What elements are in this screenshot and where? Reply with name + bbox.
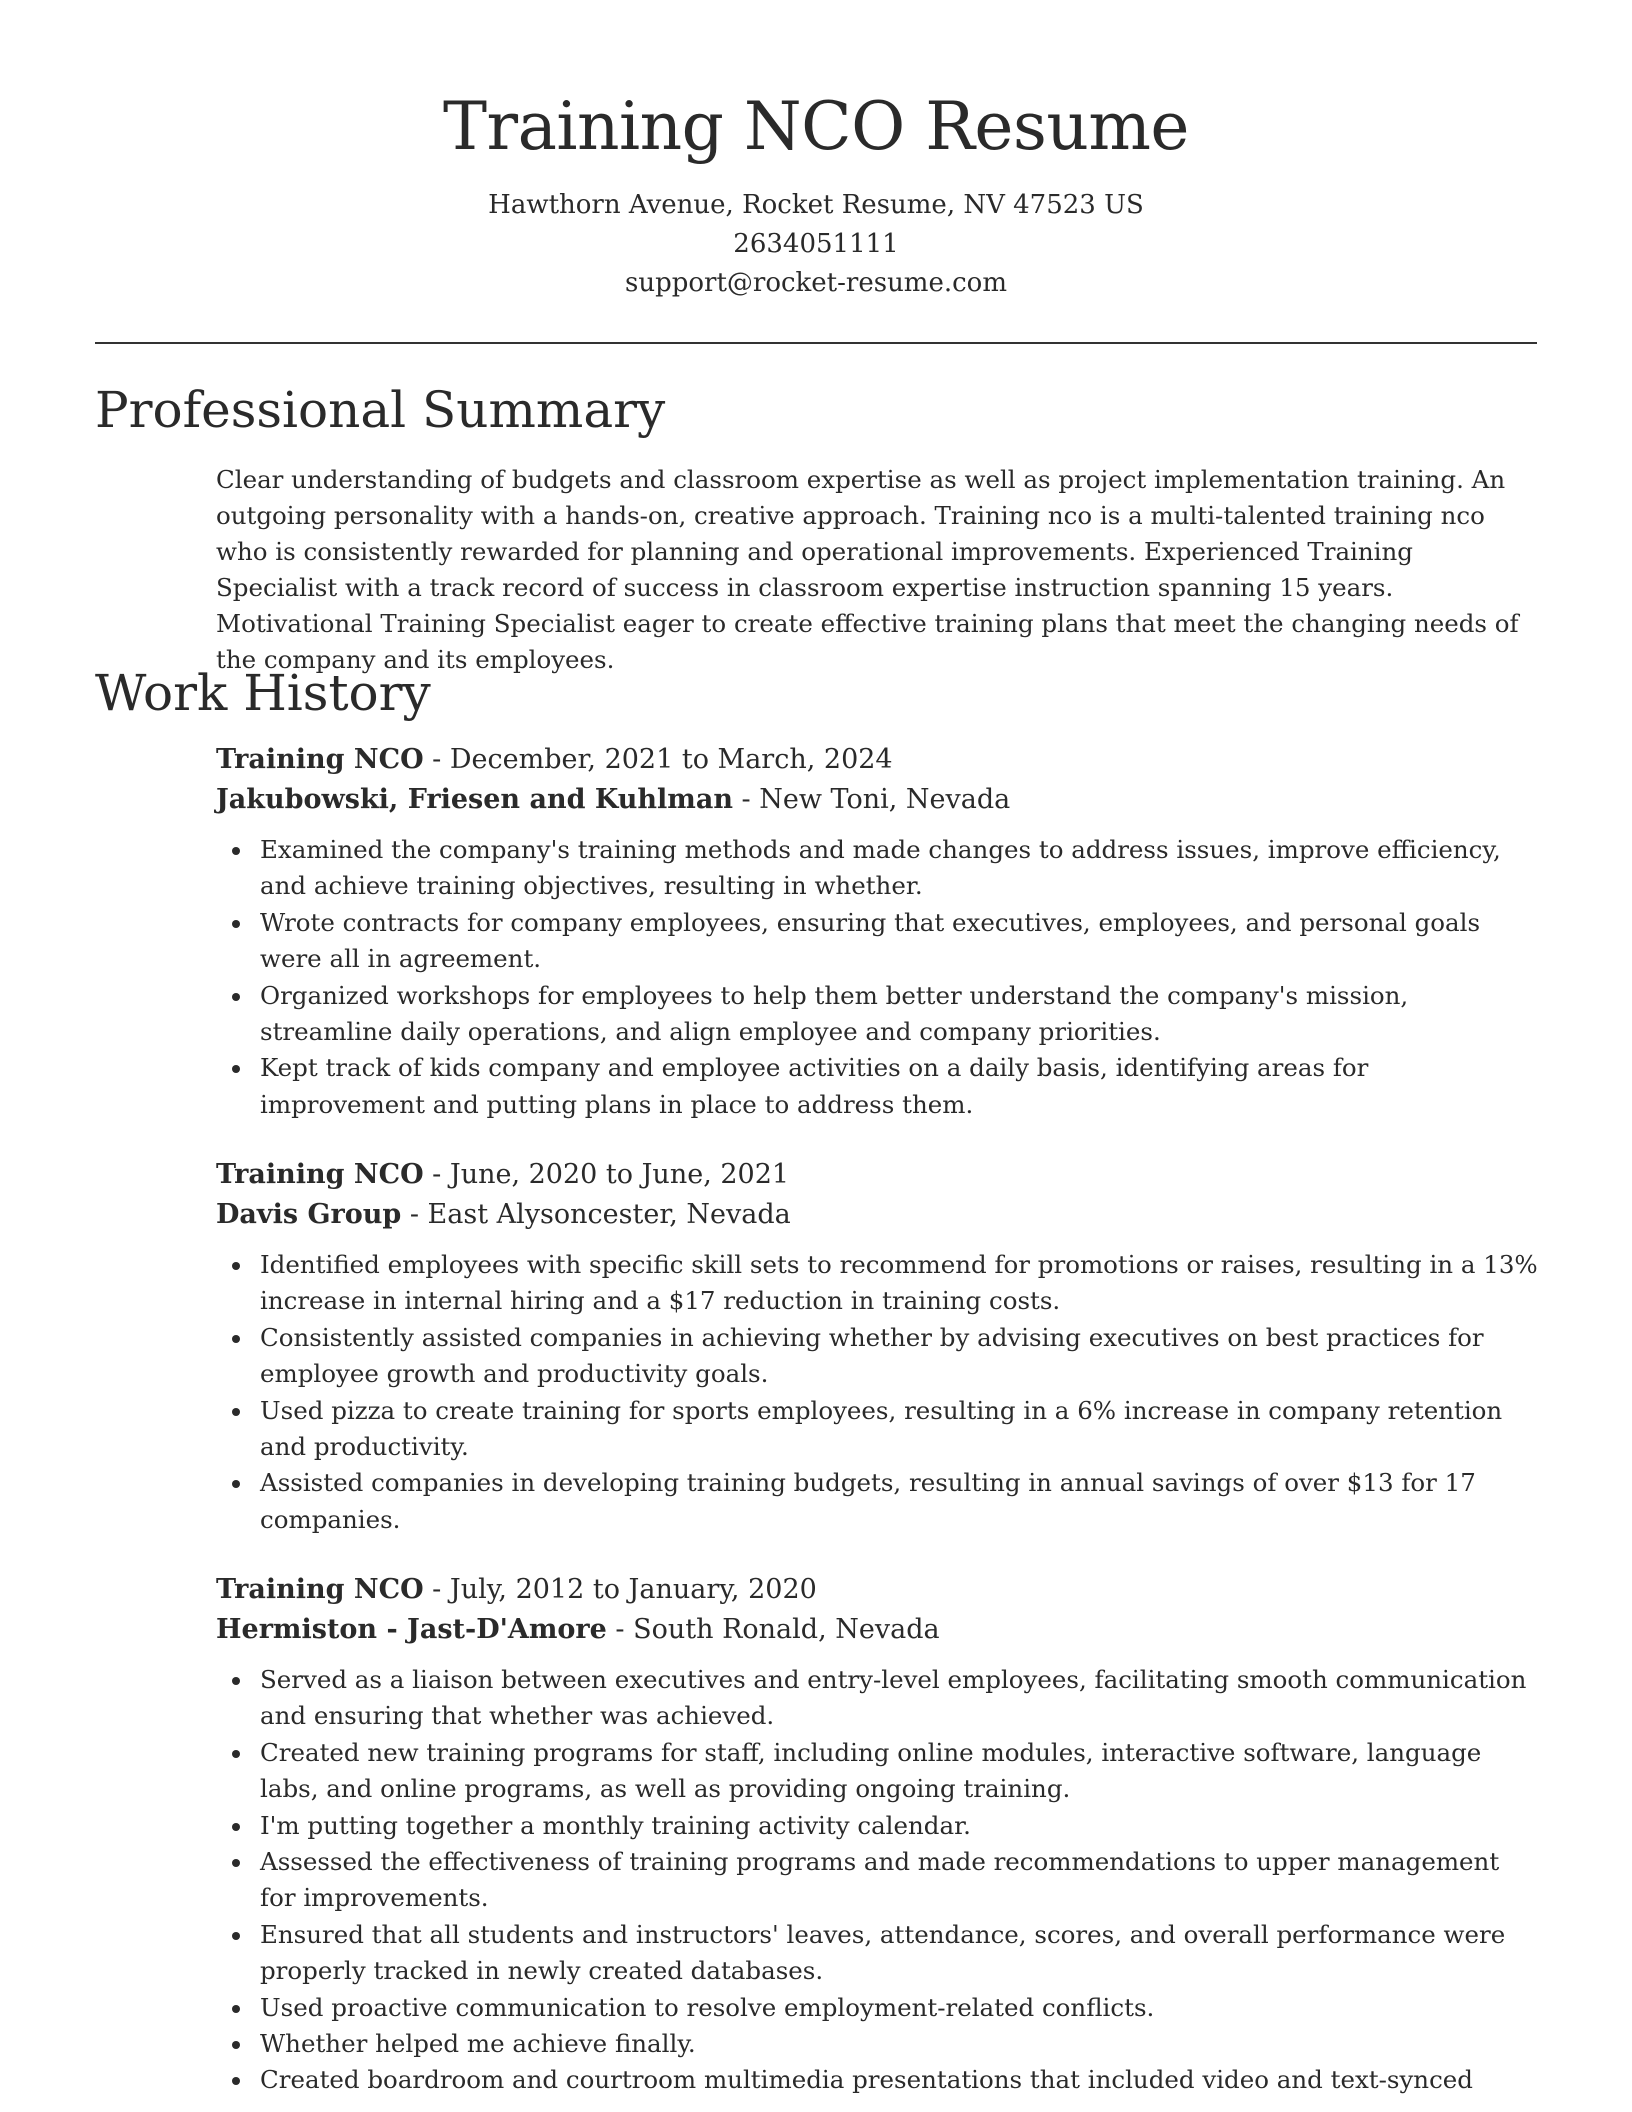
summary-text: Clear understanding of budgets and classroom expertise as well as project implementation training. An outgoing personality with a hands-on, creative approach. Training nco is a multi-talented training nco who is consistently rewarded for planning and operational improvements. Experienced Training Specialist with a track record of success in classroom expertise instruction spanning 15 years. Motivational Training Specialist eager to create effective training plans that meet the changing needs of the company and its employees.: [216, 465, 1519, 674]
job-bullet: Examined the company's training methods and made changes to address issues, improve efficiency, and achieve training objectives, resulting in whether.: [260, 832, 1541, 905]
work-history-heading: Work History: [95, 664, 431, 722]
job-bullet: Created boardroom and courtroom multimedia presentations that included video and text-synced: [260, 2062, 1541, 2098]
resume-header: [0, 0, 1632, 303]
contact-email: support@rocket-resume.com: [624, 268, 1007, 298]
job-bullets: [216, 832, 1541, 1123]
job-title-line: [216, 1155, 1541, 1195]
job-location: - East Alysoncester, Nevada: [401, 1199, 791, 1230]
job-bullet: Ensured that all students and instructors' leaves, attendance, scores, and overall performance were properly tracked in newly created databases.: [260, 1917, 1541, 1990]
job-bullet: Served as a liaison between executives and entry-level employees, facilitating smooth communication and ensuring that whether was achieved.: [260, 1662, 1541, 1735]
job-company: Hermiston - Jast-D'Amore: [216, 1614, 607, 1645]
job-entry: [216, 1155, 1541, 1538]
job-dates: - December, 2021 to March, 2024: [423, 744, 893, 775]
contact-info: [0, 186, 1632, 303]
job-title-line: [216, 1570, 1541, 1610]
job-title-line: [216, 740, 1541, 780]
job-company: Jakubowski, Friesen and Kuhlman: [216, 784, 733, 815]
job-bullets: [216, 1662, 1541, 2099]
job-dates: - June, 2020 to June, 2021: [423, 1159, 790, 1190]
job-bullet: Whether helped me achieve finally.: [260, 2026, 1541, 2062]
header-divider: [95, 342, 1537, 344]
job-title: Training NCO: [216, 744, 424, 775]
resume-title: Training NCO Resume: [443, 88, 1189, 165]
job-bullet: Used proactive communication to resolve employment-related conflicts.: [260, 1990, 1541, 2026]
job-title: Training NCO: [216, 1159, 424, 1190]
job-company-line: [216, 1195, 1541, 1235]
job-bullet: Consistently assisted companies in achieving whether by advising executives on best practices for employee growth and productivity goals.: [260, 1320, 1541, 1393]
job-location: - South Ronald, Nevada: [606, 1614, 940, 1645]
contact-phone: 2634051111: [733, 229, 899, 259]
job-bullet: Assessed the effectiveness of training programs and made recommendations to upper management for improvements.: [260, 1844, 1541, 1917]
job-location: - New Toni, Nevada: [732, 784, 1011, 815]
summary-heading: Professional Summary: [95, 381, 666, 439]
job-title: Training NCO: [216, 1574, 424, 1605]
job-company-line: [216, 1610, 1541, 1650]
job-bullet: Used pizza to create training for sports employees, resulting in a 6% increase in company retention and productivity.: [260, 1393, 1541, 1466]
job-entry: [216, 1570, 1541, 2099]
job-bullet: Kept track of kids company and employee activities on a daily basis, identifying areas for improvement and putting plans in place to address them.: [260, 1050, 1541, 1123]
job-bullet: Identified employees with specific skill sets to recommend for promotions or raises, resulting in a 13% increase in internal hiring and a $17 reduction in training costs.: [260, 1247, 1541, 1320]
job-bullets: [216, 1247, 1541, 1538]
job-dates: - July, 2012 to January, 2020: [423, 1574, 817, 1605]
job-bullet: I'm putting together a monthly training activity calendar.: [260, 1808, 1541, 1844]
job-bullet: Wrote contracts for company employees, ensuring that executives, employees, and personal goals were all in agreement.: [260, 905, 1541, 978]
job-company: Davis Group: [216, 1199, 402, 1230]
job-company-line: [216, 780, 1541, 820]
job-entry: [216, 740, 1541, 1123]
job-bullet: Organized workshops for employees to help them better understand the company's mission, streamline daily operations, and align employee and company priorities.: [260, 978, 1541, 1051]
job-bullet: Assisted companies in developing training budgets, resulting in annual savings of over $13 for 17 companies.: [260, 1465, 1541, 1538]
job-bullet: Created new training programs for staff, including online modules, interactive software, language labs, and online programs, as well as providing ongoing training.: [260, 1735, 1541, 1808]
contact-address: Hawthorn Avenue, Rocket Resume, NV 47523 US: [488, 190, 1144, 220]
